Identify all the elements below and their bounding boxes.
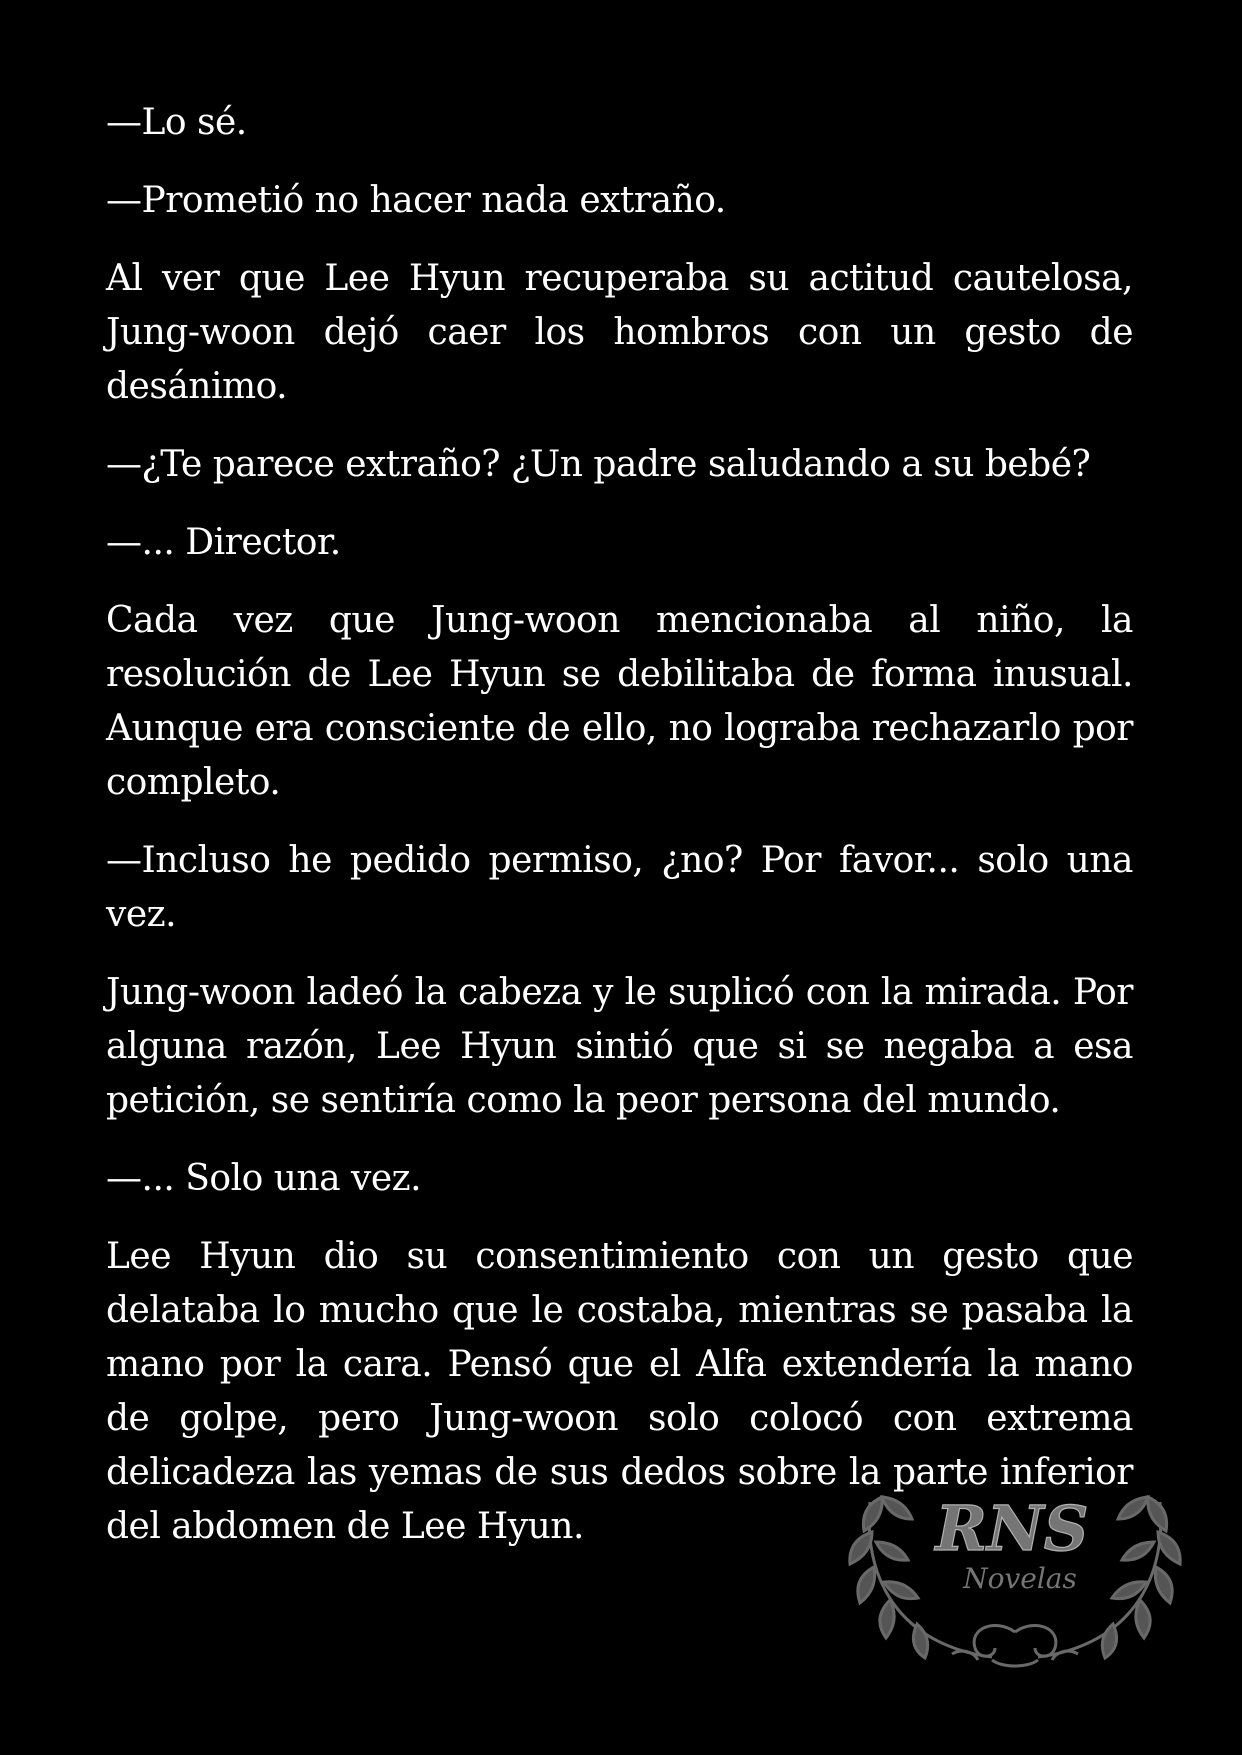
paragraph-2: —Prometió no hacer nada extraño. (106, 180, 726, 221)
paragraph-9: —... Solo una vez. (106, 1158, 422, 1199)
paragraph-3: Al ver que Lee Hyun recuperaba su actitud cautelosa, Jung-woon dejó caer los hombros con un gesto de desánimo. (106, 258, 1133, 407)
paragraph-7: —Incluso he pedido permiso, ¿no? Por favor... solo una vez. (106, 840, 1133, 935)
story-text (106, 96, 1133, 1578)
watermark-brand: RNS (935, 1492, 1089, 1565)
paragraph-8: Jung-woon ladeó la cabeza y le suplicó con la mirada. Por alguna razón, Lee Hyun sintió que si se negaba a esa petición, se sentiría como la peor persona del mundo. (106, 972, 1133, 1121)
paragraph-10: Lee Hyun dio su consentimiento con un gesto que delataba lo mucho que le costaba, mientras se pasaba la mano por la cara. Pensó que el Alfa extendería la mano de golpe, pero Jung-woon solo colocó con extrema delicadeza las yemas de sus dedos sobre la parte inferior del abdomen de Lee Hyun. (106, 1236, 1133, 1547)
paragraph-5: —... Director. (106, 522, 341, 563)
paragraph-4: —¿Te parece extraño? ¿Un padre saludando a su bebé? (106, 444, 1091, 485)
paragraph-6: Cada vez que Jung-woon mencionaba al niño, la resolución de Lee Hyun se debilitaba de forma inusual. Aunque era consciente de ello, no lograba rechazarlo por completo. (106, 600, 1133, 803)
watermark-subtitle: Novelas (963, 1562, 1077, 1595)
rns-novelas-watermark-logo (842, 1432, 1188, 1680)
paragraph-1: —Lo sé. (106, 102, 247, 143)
